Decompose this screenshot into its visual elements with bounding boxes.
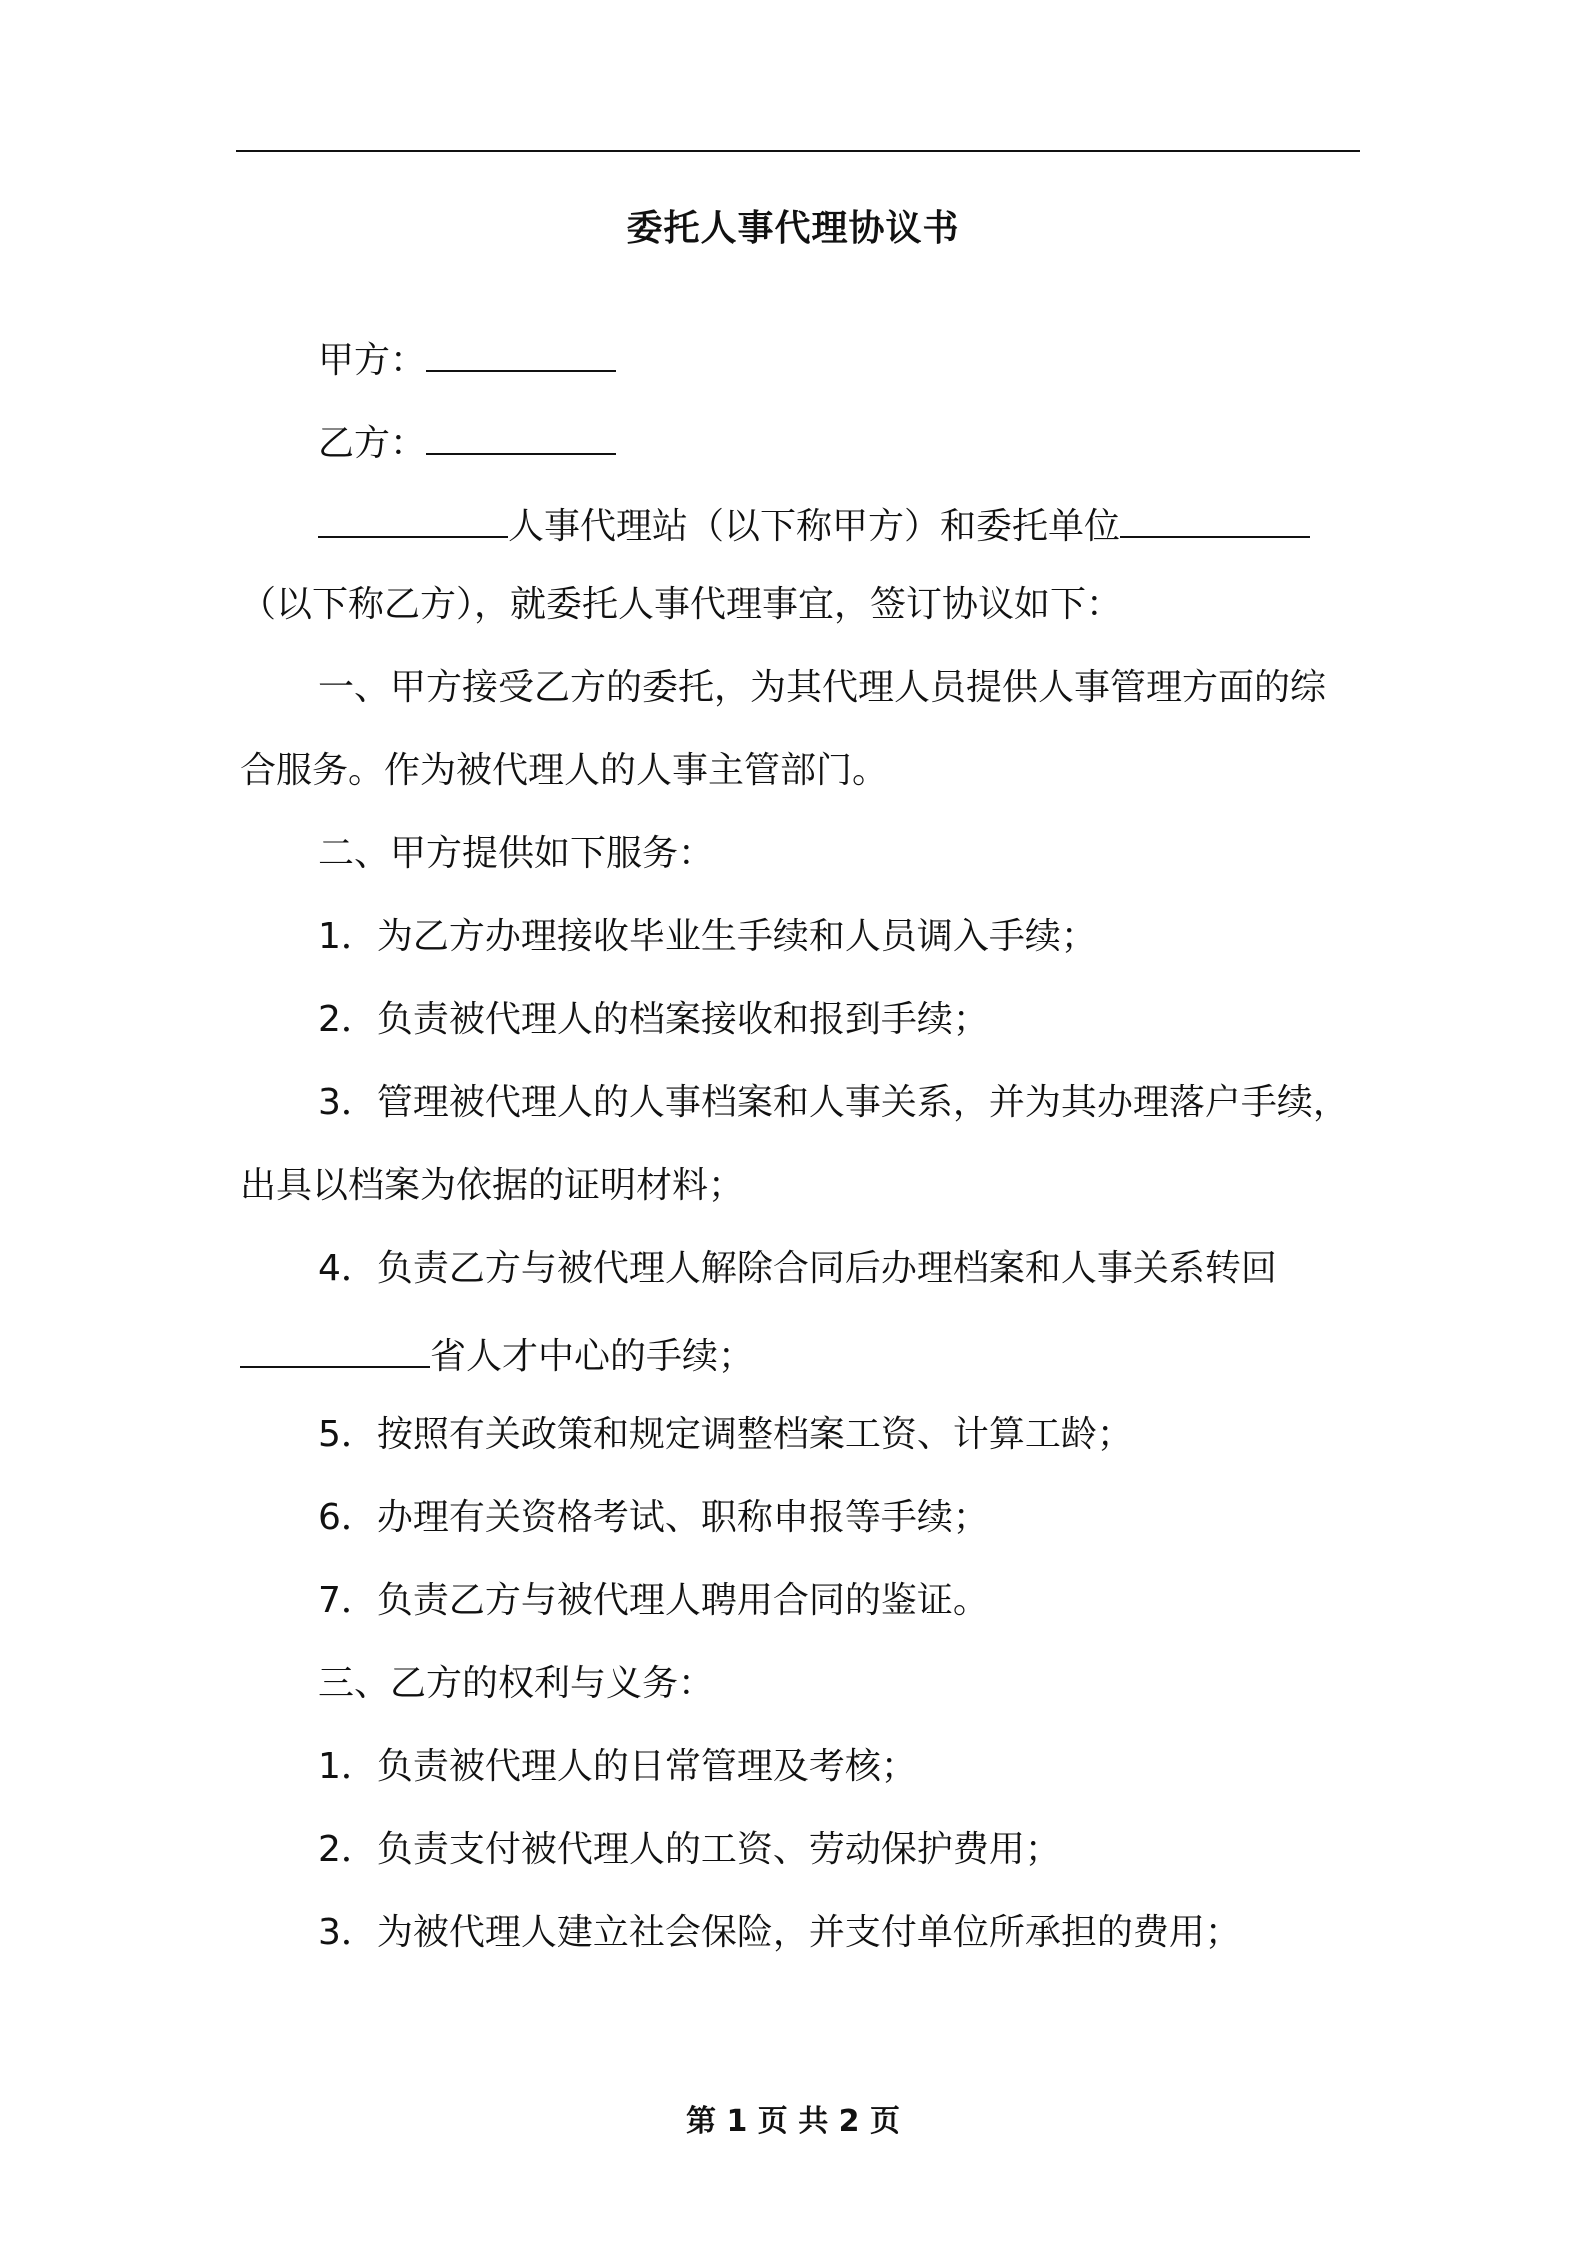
article-2-item-7: 7．负责乙方与被代理人聘用合同的鉴证。 (318, 1580, 989, 1621)
article-3-heading: 三、乙方的权利与义务： (318, 1663, 715, 1704)
party-b-label: 乙方： (318, 423, 427, 464)
party-a-line (240, 326, 1360, 409)
article-2-item-3-line-1: 3．管理被代理人的人事档案和人事关系，并为其办理落户手续， (318, 1082, 1349, 1123)
party-b-blank (426, 409, 616, 455)
header-rule (236, 150, 1360, 152)
party-b-line (240, 409, 1360, 492)
article-2-item-5: 5．按照有关政策和规定调整档案工资、计算工龄； (318, 1414, 1133, 1455)
article-1-line-1: 一、甲方接受乙方的委托，为其代理人员提供人事管理方面的综 (318, 667, 1327, 708)
document-body (240, 326, 1360, 1986)
article-3-item-2: 2．负责支付被代理人的工资、劳动保护费用； (318, 1829, 1061, 1870)
article-3-item-3: 3．为被代理人建立社会保险，并支付单位所承担的费用； (318, 1912, 1241, 1953)
article-2-item-2: 2．负责被代理人的档案接收和报到手续； (318, 999, 989, 1040)
article-2-heading: 二、甲方提供如下服务： (318, 833, 715, 874)
article-2-item-4-line-1: 4．负责乙方与被代理人解除合同后办理档案和人事关系转回 (318, 1248, 1277, 1289)
article-2-item-1: 1．为乙方办理接收毕业生手续和人员调入手续； (318, 916, 1097, 957)
province-blank (240, 1322, 430, 1368)
article-2-item-3-line-2: 出具以档案为依据的证明材料； (240, 1165, 745, 1206)
article-2-item-4-line-2 (240, 1322, 1360, 1405)
document-title: 委托人事代理协议书 (626, 208, 960, 249)
article-2-item-6: 6．办理有关资格考试、职称申报等手续； (318, 1497, 989, 1538)
article-2-item-4-text: 省人才中心的手续； (430, 1336, 755, 1377)
page-number: 第 1 页 共 2 页 (686, 2104, 900, 2139)
intro-line-2: （以下称乙方），就委托人事代理事宜，签订协议如下： (240, 584, 1123, 625)
station-name-blank (318, 492, 508, 538)
article-1-line-2: 合服务。作为被代理人的人事主管部门。 (240, 750, 889, 791)
intro-text-1: 人事代理站（以下称甲方）和委托单位 (508, 506, 1121, 547)
article-3-item-1: 1．负责被代理人的日常管理及考核； (318, 1746, 917, 1787)
party-a-label: 甲方： (318, 340, 427, 381)
party-a-blank (426, 326, 616, 372)
intro-line-1 (240, 492, 1360, 575)
client-unit-blank (1120, 492, 1310, 538)
